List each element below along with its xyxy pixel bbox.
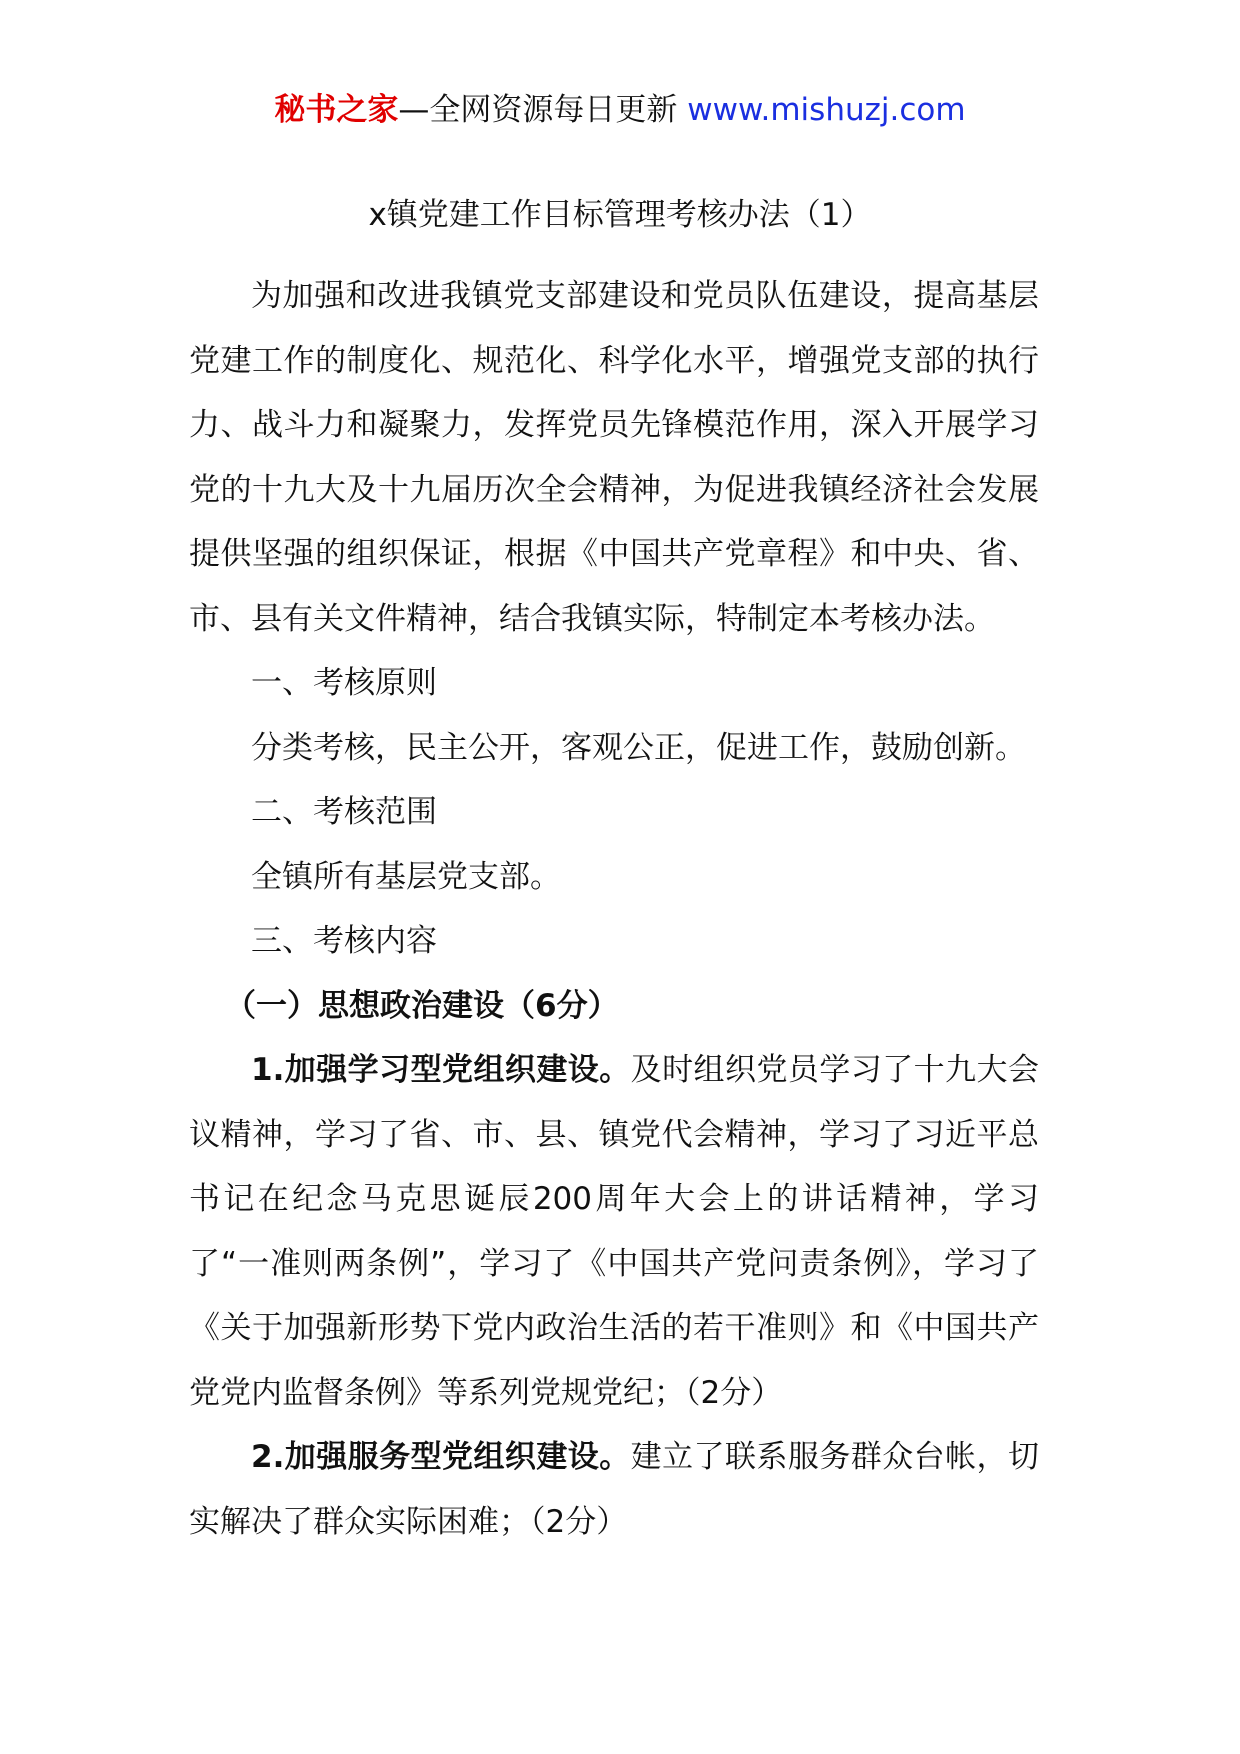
section-heading: 二、考核范围 — [251, 794, 437, 830]
section-heading: 一、考核原则 — [251, 665, 437, 701]
item-paragraph — [189, 1425, 1039, 1554]
subsection-heading-text: （一）思想政治建设（6分） — [225, 987, 619, 1024]
section-paragraph: 分类考核，民主公开，客观公正，促进工作，鼓励创新。 — [251, 729, 1026, 766]
site-url-link[interactable]: www.mishuzj.com — [687, 92, 966, 128]
section-paragraph: 全镇所有基层党支部。 — [251, 858, 561, 895]
item-text: 建立了联系服务群众台帐，切实解决了群众实际困难；（2分） — [189, 1439, 1039, 1540]
item-lead: 2.加强服务型党组织建设。 — [251, 1439, 631, 1475]
item-lead: 1.加强学习型党组织建设。 — [251, 1052, 631, 1088]
subsection-heading — [189, 974, 1039, 1039]
section-heading: 三、考核内容 — [251, 923, 437, 959]
document-body — [189, 264, 1039, 1554]
header-tagline: —全网资源每日更新 — [398, 92, 678, 128]
item-paragraph — [189, 1038, 1039, 1425]
item-text: 及时组织党员学习了十九大会议精神，学习了省、市、县、镇党代会精神，学习了习近平总书记在纪念马克思诞辰200周年大会上的讲话精神，学习了“一准则两条例”，学习了《中国共产党问责条例》，学习了《关于加强新形势下党内政治生活的若干准则》和《中国共产党党内监督条例》等系列党规党纪；（2分） — [189, 1052, 1039, 1411]
intro-paragraph: 为加强和改进我镇党支部建设和党员队伍建设，提高基层党建工作的制度化、规范化、科学化水平，增强党支部的执行力、战斗力和凝聚力，发挥党员先锋模范作用，深入开展学习党的十九大及十九届历次全会精神，为促进我镇经济社会发展提供坚强的组织保证，根据《中国共产党章程》和中央、省、市、县有关文件精神，结合我镇实际，特制定本考核办法。 — [189, 278, 1039, 637]
site-header — [0, 88, 1240, 132]
document-title: x镇党建工作目标管理考核办法（1） — [368, 197, 872, 233]
brand-name: 秘书之家 — [274, 92, 399, 128]
